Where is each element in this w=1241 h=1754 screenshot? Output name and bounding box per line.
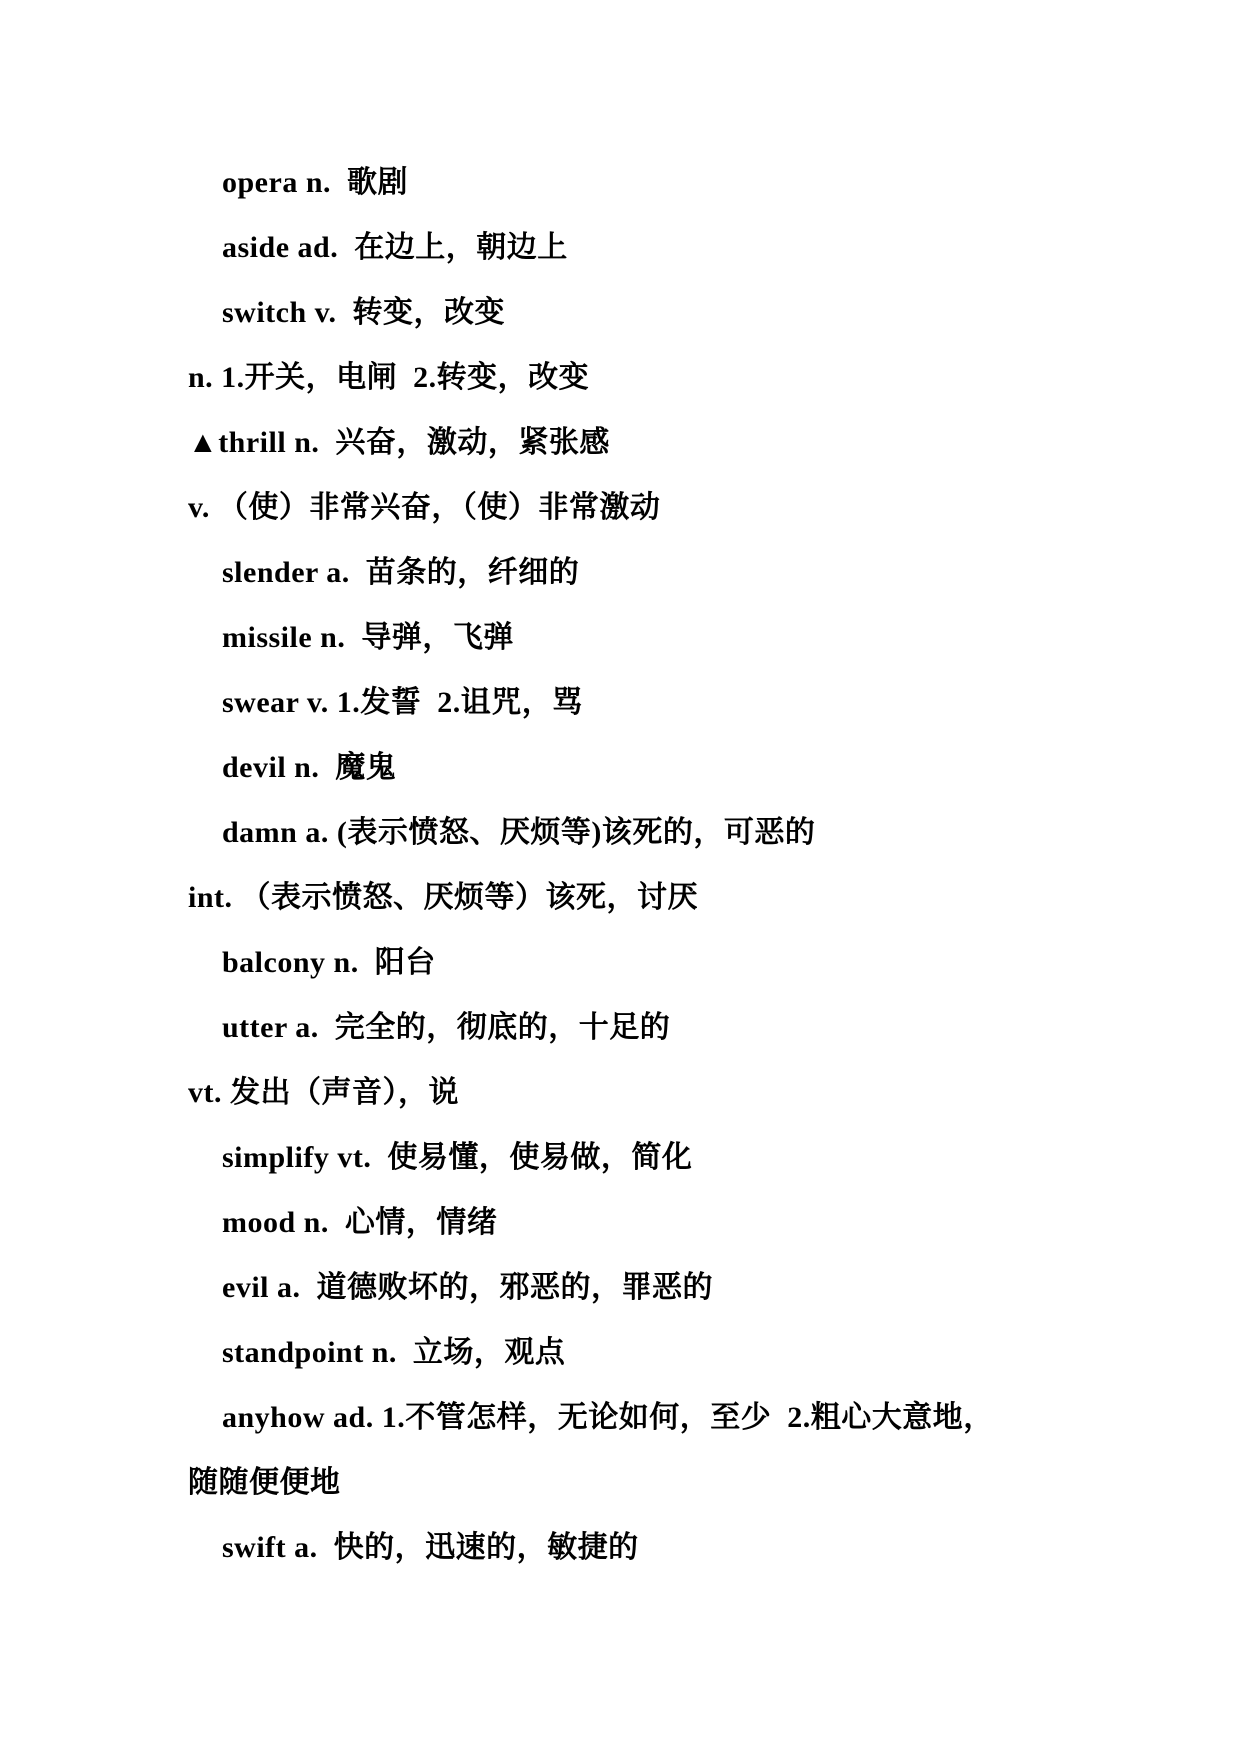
vocab-line-devil: devil n. 魔鬼 <box>222 751 397 784</box>
vocab-line-thrill-cont: v. （使）非常兴奋，（使）非常激动 <box>188 491 661 524</box>
vocab-line-switch: switch v. 转变，改变 <box>222 296 506 329</box>
vocab-line-utter-cont: vt. 发出（声音），说 <box>188 1076 459 1109</box>
vocab-line-anyhow-cont: 随随便便地 <box>188 1466 341 1499</box>
vocab-line-opera: opera n. 歌剧 <box>222 166 408 199</box>
vocab-line-aside: aside ad. 在边上，朝边上 <box>222 231 568 264</box>
vocab-line-damn: damn a. (表示愤怒、厌烦等)该死的，可恶的 <box>222 816 816 849</box>
vocab-line-damn-cont: int. （表示愤怒、厌烦等）该死，讨厌 <box>188 881 699 914</box>
vocab-line-slender: slender a. 苗条的，纤细的 <box>222 556 580 589</box>
vocab-line-evil: evil a. 道德败坏的，邪恶的，罪恶的 <box>222 1271 713 1304</box>
vocab-line-switch-cont: n. 1.开关，电闸 2.转变，改变 <box>188 361 590 394</box>
vocab-line-anyhow: anyhow ad. 1.不管怎样，无论如何，至少 2.粗心大意地， <box>222 1401 994 1434</box>
vocab-line-swift: swift a. 快的，迅速的，敏捷的 <box>222 1531 639 1564</box>
vocab-line-missile: missile n. 导弹，飞弹 <box>222 621 514 654</box>
vocab-line-simplify: simplify vt. 使易懂，使易做，简化 <box>222 1141 693 1174</box>
vocab-line-swear: swear v. 1.发誓 2.诅咒，骂 <box>222 686 583 719</box>
vocab-line-balcony: balcony n. 阳台 <box>222 946 436 979</box>
vocab-line-thrill: ▲thrill n. 兴奋，激动，紧张感 <box>188 426 610 459</box>
vocab-line-mood: mood n. 心情，情绪 <box>222 1206 498 1239</box>
vocab-line-standpoint: standpoint n. 立场，观点 <box>222 1336 566 1369</box>
vocab-line-utter: utter a. 完全的，彻底的，十足的 <box>222 1011 671 1044</box>
